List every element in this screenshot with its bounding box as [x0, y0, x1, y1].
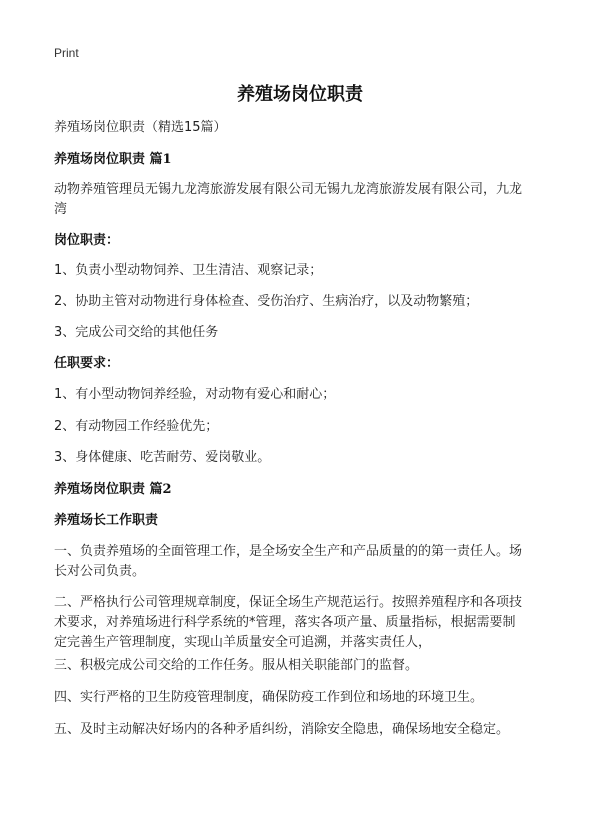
duty-item-1: 1、负责小型动物饲养、卫生清洁、观察记录；	[54, 263, 323, 278]
duties-heading: 岗位职责：	[54, 233, 120, 248]
paragraph-3-line-1: 三、积极完成公司交给的工作任务。服从相关职能部门的监督。	[54, 658, 419, 673]
requirement-item-1: 1、有小型动物饲养经验，对动物有爱心和耐心；	[54, 387, 336, 402]
section1-intro-line-2: 湾	[54, 202, 68, 217]
section2-heading: 养殖场岗位职责 篇2	[54, 482, 172, 497]
print-link[interactable]: Print	[54, 46, 79, 60]
paragraph-2-line-3: 定完善生产管理制度，实现山羊质量安全可追溯，并落实责任人，	[54, 635, 432, 650]
requirement-item-2: 2、有动物园工作经验优先；	[54, 419, 219, 434]
section1-intro-line-1: 动物养殖管理员无锡九龙湾旅游发展有限公司无锡九龙湾旅游发展有限公司，九龙	[54, 182, 523, 197]
requirements-heading: 任职要求：	[54, 356, 120, 371]
duty-item-2: 2、协助主管对动物进行身体检查、受伤治疗、生病治疗，以及动物繁殖；	[54, 294, 479, 309]
duty-item-3: 3、完成公司交给的其他任务	[54, 325, 219, 340]
paragraph-5-line-1: 五、及时主动解决好场内的各种矛盾纠纷，消除安全隐患，确保场地安全稳定。	[54, 722, 510, 737]
requirement-item-3: 3、身体健康、吃苦耐劳、爱岗敬业。	[54, 450, 271, 465]
paragraph-1-line-1: 一、负责养殖场的全面管理工作，是全场安全生产和产品质量的的第一责任人。场	[54, 544, 523, 559]
paragraph-2-line-1: 二、严格执行公司管理规章制度，保证全场生产规范运行。按照养殖程序和各项技	[54, 595, 523, 610]
section2-subheading: 养殖场长工作职责	[54, 513, 159, 528]
paragraph-2-line-2: 术要求，对养殖场进行科学系统的*管理，落实各项产量、质量指标，根据需要制	[54, 615, 516, 630]
paragraph-1-line-2: 长对公司负责。	[54, 564, 146, 579]
paragraph-4-line-1: 四、实行严格的卫生防疫管理制度，确保防疫工作到位和场地的环境卫生。	[54, 690, 484, 705]
document-title: 养殖场岗位职责	[237, 84, 363, 105]
section1-heading: 养殖场岗位职责 篇1	[54, 152, 172, 167]
document-subtitle: 养殖场岗位职责（精选15篇）	[54, 120, 227, 135]
